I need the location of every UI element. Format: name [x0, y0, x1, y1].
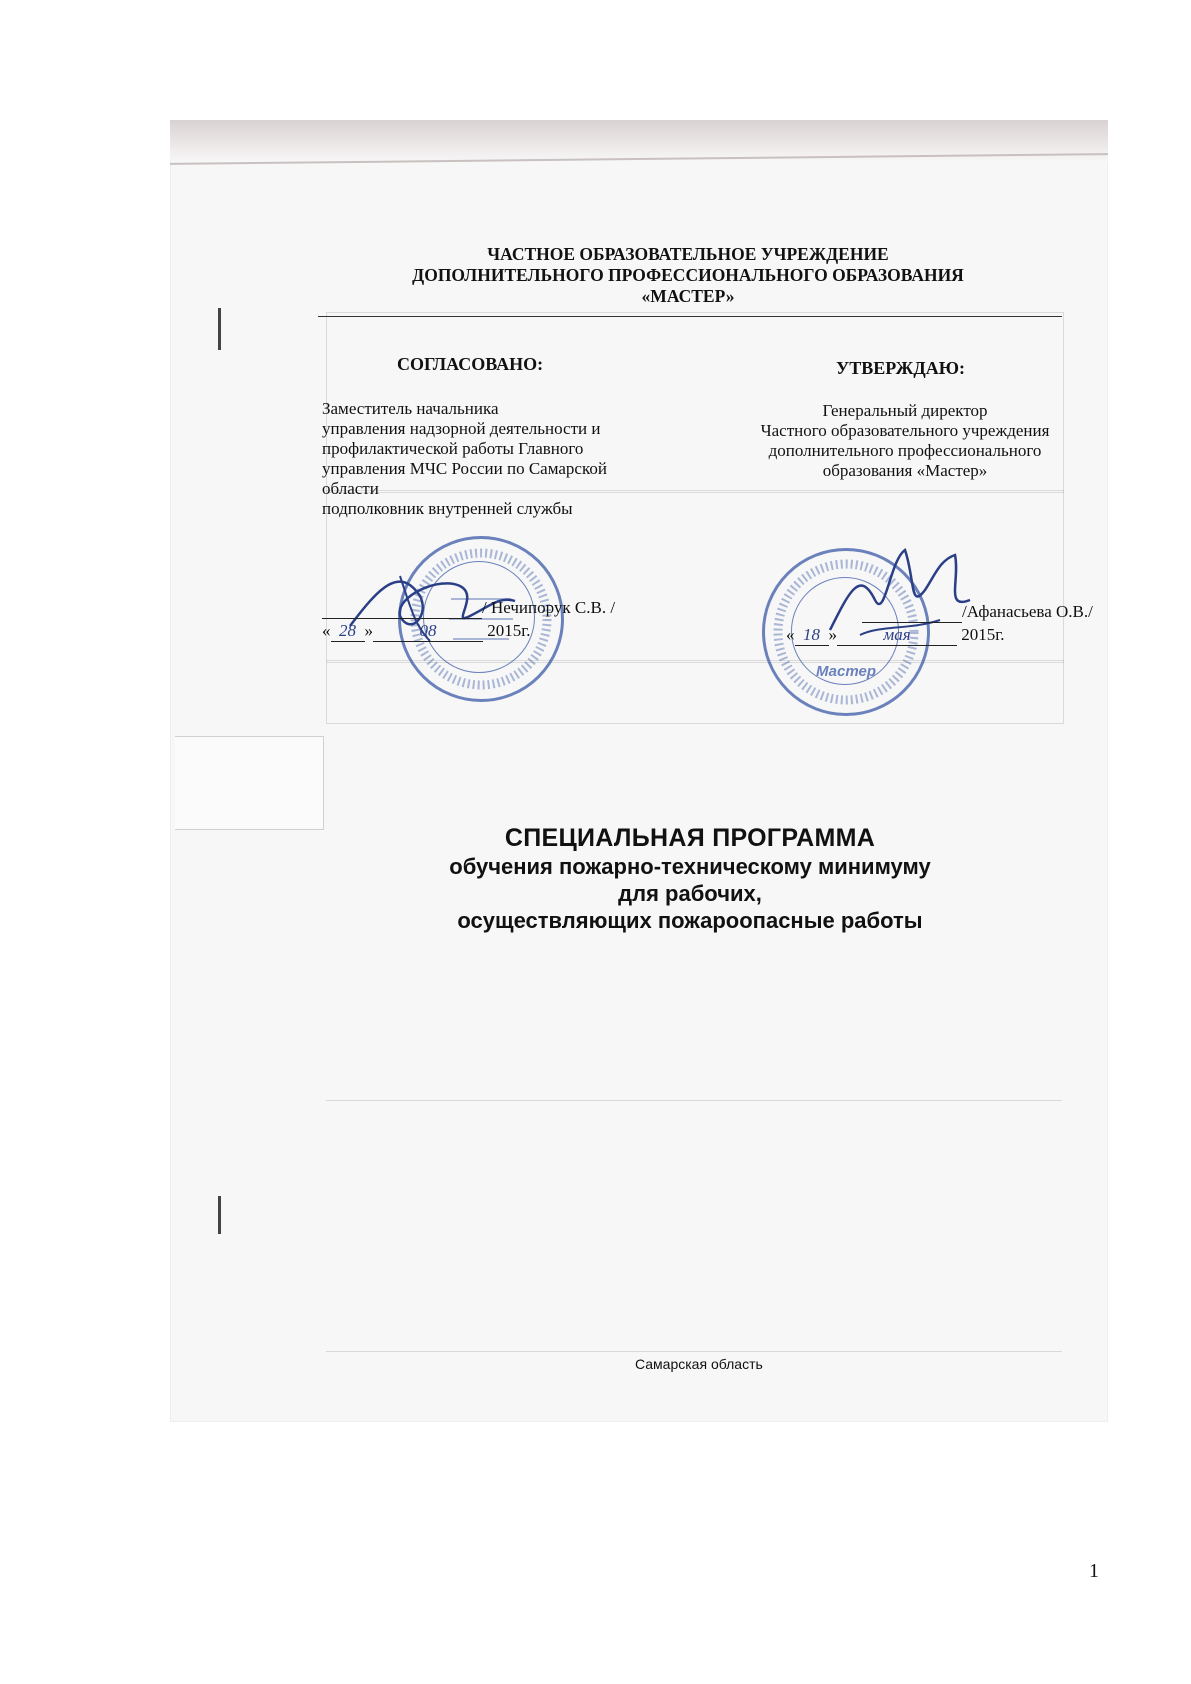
bleed-through-text-block [326, 1100, 1062, 1352]
approved-date-month: мая [837, 625, 957, 646]
agreed-signature-name: / Нечипорук С.В. / [482, 598, 616, 617]
agreed-line: управления надзорной деятельности и [322, 419, 601, 438]
agreed-heading: СОГЛАСОВАНО: [397, 354, 544, 374]
stamp-center-text: Мастер [815, 663, 876, 680]
approved-heading: УТВЕРЖДАЮ: [836, 358, 966, 378]
approved-block [734, 401, 1076, 481]
title-line: обучения пожарно-техническому минимуму [449, 854, 931, 879]
organization-header [318, 244, 1058, 307]
agreed-date: « 28 » 08 2015г. [322, 621, 531, 640]
page-number: 1 [1089, 1560, 1099, 1582]
approved-date-day: 18 [795, 625, 829, 646]
title-main: СПЕЦИАЛЬНАЯ ПРОГРАММА [504, 824, 876, 852]
sheet-left-tab [175, 736, 324, 830]
org-line: ДОПОЛНИТЕЛЬНОГО ПРОФЕССИОНАЛЬНОГО ОБРАЗОВАНИЯ [412, 265, 964, 285]
approved-line: дополнительного профессионального [768, 441, 1042, 460]
agreed-date-day: 28 [331, 621, 365, 642]
agreed-date-year: 2015г. [487, 621, 531, 640]
document-title [318, 824, 1062, 934]
approved-date: « 18 » мая 2015г. [786, 625, 1005, 644]
title-line: осуществляющих пожароопасные работы [457, 908, 923, 933]
agreed-block [322, 399, 682, 519]
org-line: «МАСТЕР» [641, 286, 735, 306]
approved-signature-line [862, 602, 1093, 623]
binder-hole-mark [218, 308, 221, 350]
place-of-issue: Самарская область [635, 1356, 763, 1372]
header-divider [318, 316, 1062, 317]
signature-blank [322, 598, 482, 619]
agreed-line: профилактической работы Главного [322, 439, 584, 458]
agreed-line: Заместитель начальника [322, 399, 499, 418]
approved-date-year: 2015г. [961, 625, 1005, 644]
title-line: для рабочих, [618, 881, 762, 906]
agreed-line: области [322, 479, 379, 498]
approved-line: образования «Мастер» [822, 461, 988, 480]
agreed-date-month: 08 [373, 621, 483, 642]
agreed-line: подполковник внутренней службы [322, 499, 573, 518]
org-line: ЧАСТНОЕ ОБРАЗОВАТЕЛЬНОЕ УЧРЕЖДЕНИЕ [487, 244, 889, 264]
signature-blank [862, 602, 962, 623]
approved-line: Генеральный директор [822, 401, 988, 420]
approved-line: Частного образовательного учреждения [760, 421, 1050, 440]
agreed-signature-line [322, 598, 615, 619]
binder-hole-mark [218, 1196, 221, 1234]
approved-signature-name: /Афанасьева О.В./ [962, 602, 1093, 621]
agreed-line: управления МЧС России по Самарской [322, 459, 607, 478]
